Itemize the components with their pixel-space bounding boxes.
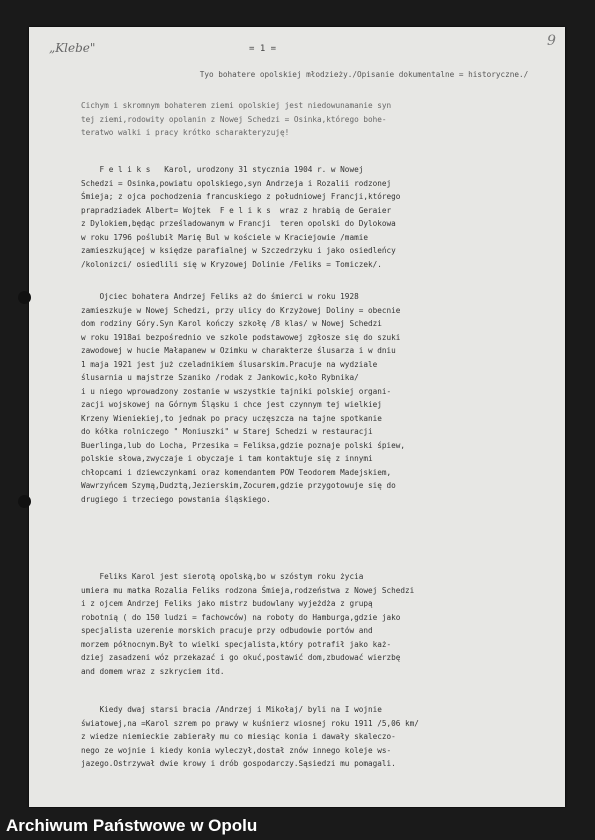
footer-bar <box>0 808 595 840</box>
corner-page-number: 9 <box>547 33 556 49</box>
handwritten-annotation: „Klebe" <box>49 41 96 55</box>
punch-hole <box>18 495 31 508</box>
paragraph-family: Feliks Karol jest sierotą opolską,bo w szóstym roku życia umiera mu matka Rozalia Feliks rodzona Śmieja,rodzeństwa z Nowej Schedzi i z ojcem Andrzej Feliks jako mistrz budowlany wyjeżdża z grupą robotnią ( do 150 ludzi = fachowców) na roboty do Hamburga,gdzie jako specjalista uzerenie morskich pracuje przy odbudowie portów and morzem północnym.Był to wielki specjalista,który potrafił jako każ- dziej zasadzeni wóz przekazać i go okuć,postawić dom,zbudować wierzbę and domem wraz z szkryciem itd. <box>81 572 415 676</box>
punch-hole <box>18 291 31 304</box>
archive-name: Archiwum Państwowe w Opolu <box>6 816 258 835</box>
paragraph-origin: F e l i k s Karol, urodzony 31 stycznia 1904 r. w Nowej Schedzi = Osinka,powiatu opolskiego,syn Andrzeja i Rozalii rodzonej Śmieja; z ojca pochodzenia francuskiego z południowej Francji,którego prapradziadek Albert= Wojtek F e l i k s wraz z hrabią de Geraier z Dylokiem,będąc prześladowanym w Francji teren opolski do Dylokowa w roku 1796 poślubił Marię Bul w kościele w Kraciejowie /mamie zamieszkującej w księdze parafialnej w Szczedrzyku i jako osiedleńcy /kolonizci/ osiedlili się w Kryzowej Dolinie /Feliks = Tomiczek/. <box>81 165 401 269</box>
paragraph-youth: Ojciec bohatera Andrzej Feliks aż do śmierci w roku 1928 zamieszkuje w Nowej Schedzi, przy ulicy do Krzyżowej Doliny = obecnie dom rodziny Góry.Syn Karol kończy szkołę /8 klas/ w Nowej Schedzi w roku 1918ai bezpośrednio ve szkole podstawowej zgłosze się do szuki zawodowej w hucie Małapanew w Ozimku w charakterze ślusarza i w dniu 1 maja 1921 jest już czeladnikiem ślusarskim.Pracuje na wydziale ślusarnia u majstrze Szaniko /rodak z Jankowic,koło Rybnika/ i u niego wprowadzony zostanie w wszystkie tajniki polskiej organi- zacji wojskowej na Górnym Śląsku i chce jest czynnym tej wielkiej Krzeny Wieniekiej,to jednak po pracy uczęszcza na tajne spotkanie do kółka rolniczego " Moniuszki" w Starej Schedzi w restauracji Buerlinga,lub do Locha, Przesika = Feliksa,gdzie poznaje polski śpiew, polskie słowa,zwyczaje i obyczaje i tam kontaktuje się z innymi chłopcami i dziewczynkami oraz komendantem POW Teodorem Madejskiem, Wawrzyńcem Szymą,Dudztą,Jezierskim,Zocurem,gdzie przygotowuje się do drugiego i trzeciego powstania śląskiego. <box>81 292 405 504</box>
document-heading: Tyo bohatere opolskiej młodzieży./Opisanie dokumentalne = historyczne./ <box>199 70 529 79</box>
page-marker: = 1 = <box>249 44 277 54</box>
paragraph-intro: Cichym i skromnym bohaterem ziemi opolskiej jest niedowunamanie syn tej ziemi,rodowity opolanin z Nowej Schedzi = Osinka,którego bohe- teratwo walki i pracy krótko scharakteryzuję! <box>81 101 392 137</box>
document-page <box>29 27 565 807</box>
paragraph-war: Kiedy dwaj starsi bracia /Andrzej i Mikołaj/ byli na I wojnie światowej,na =Karol szrem po prawy w kuśnierz wiosnej roku 1911 /5,06 km/ z wiedze niemieckie zabierały mu co miesiąc konia i dawały skaleczo- nego ze wojnie i kiedy konia wyleczył,dostał znów innego koleje ws- jazego.Ostrzywał dwie krowy i drób gospodarczy.Sąsiedzi mu pomagali. <box>81 705 419 768</box>
